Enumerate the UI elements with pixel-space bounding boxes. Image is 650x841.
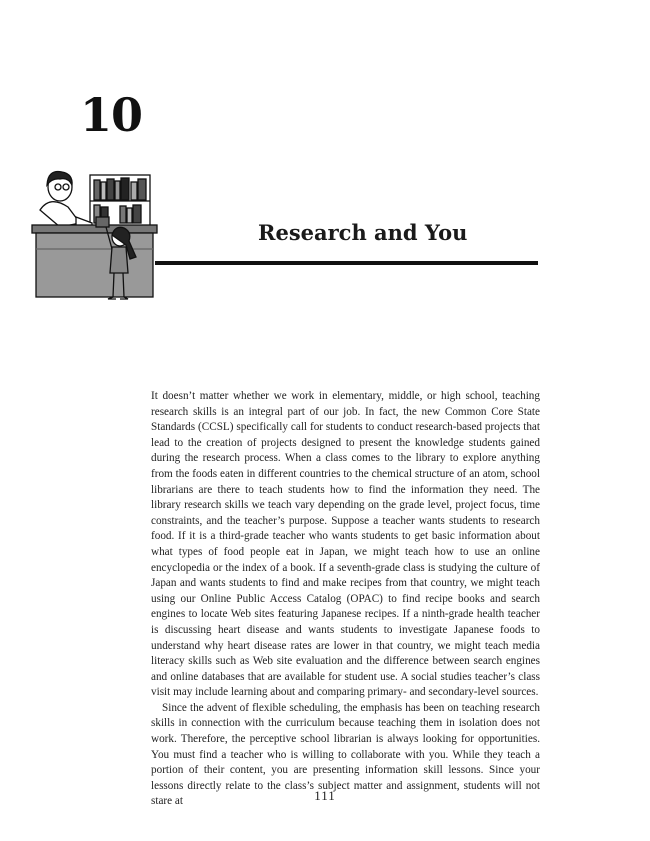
paragraph: It doesn’t matter whether we work in elementary, middle, or high school, teaching research skills is an integral part of our job. In fact, the new Common Core State Standards (CCSL) specifically call for students to conduct research-based projects that lead to the creation of projects designed to present the knowledge students gained during the research process. When a class comes to the library to explore anything from the foods eaten in different countries to the chemical structure of an atom, school librarians are there to teach students how to find the information they need. The library research skills we teach vary depending on the grade level, project focus, time constraints, and the teacher’s purpose. Suppose a teacher wants students to research food. If it is a third-grade teacher who wants students to get basic information about what types of food people eat in Japan, we might teach how to use an online encyclopedia or the index of a book. If a seventh-grade class is studying the culture of Japan and wants students to find and make recipes from that country, we might teach using our Online Public Access Catalog (OPAC) to find recipe books and search engines to locate Web sites featuring Japanese recipes. If a ninth-grade health teacher is discussing heart disease and wants students to investigate Japanese foods to understand why heart disease rates are lower in that country, we might teach media literacy skills such as Web site evaluation and the difference between search engines and online databases that are available for student use. A social studies teacher’s class visit may include learning about and comparing primary- and secondary-level sources. <box>151 390 540 699</box>
chapter-title: Research and You <box>258 220 468 245</box>
chapter-number: 10 <box>80 88 143 142</box>
page-number: 111 <box>314 788 336 803</box>
librarian-and-child-illustration <box>20 165 170 310</box>
paragraph: Since the advent of flexible scheduling, the emphasis has been on teaching research skills in connection with the curriculum because teaching them in isolation does not work. Therefore, the perceptive school librarian is always looking for opportunities. You must find a teacher who is willing to collaborate with you. While they teach a portion of their content, you are presenting information skill lessons. Since your lessons directly relate to the class’s subject matter and assignment, students will not stare at <box>151 701 540 808</box>
librarian-figure <box>40 172 92 228</box>
circulation-desk <box>32 225 157 297</box>
body-text <box>151 389 540 810</box>
title-rule <box>155 261 538 265</box>
